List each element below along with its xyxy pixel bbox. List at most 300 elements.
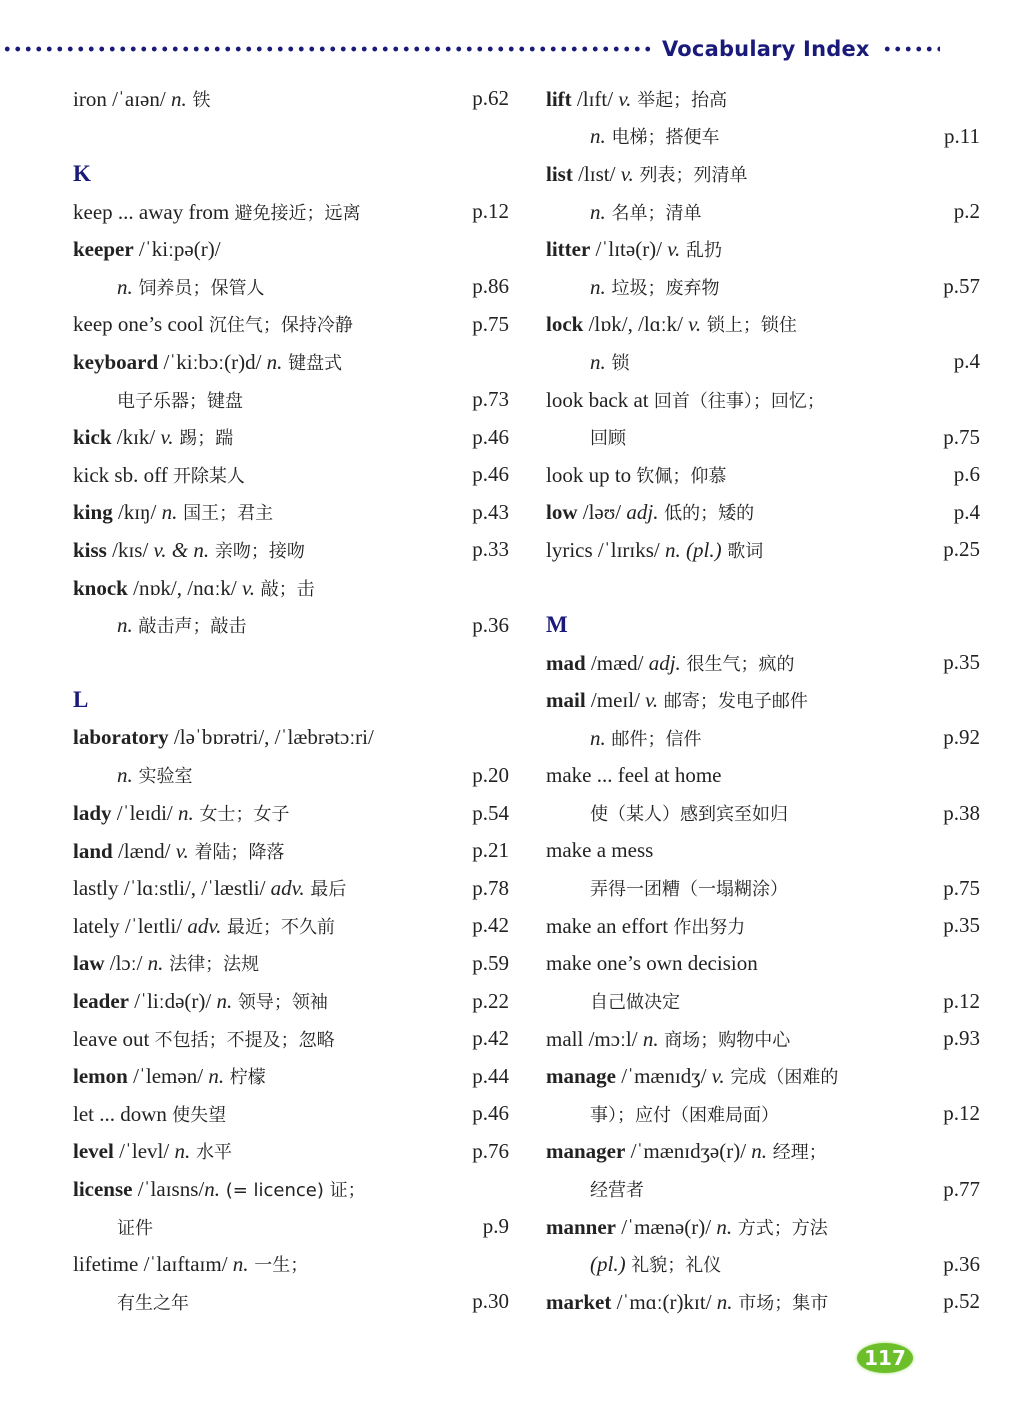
- entry-content: [73, 575, 509, 601]
- entry-continuation: [546, 193, 980, 231]
- part-of-speech: n.: [178, 801, 194, 826]
- entry-content: [546, 913, 980, 939]
- vocab-entry: [73, 531, 509, 569]
- page-reference: p.38: [943, 800, 980, 825]
- headword: land: [73, 838, 113, 863]
- part-of-speech: adj.: [626, 500, 659, 525]
- phonetic: /ˈkiːbɔː(r)d/: [158, 349, 267, 374]
- page-reference: p.73: [472, 387, 509, 412]
- entry-content: [546, 988, 980, 1014]
- headword: keep one’s cool: [73, 312, 204, 337]
- phonetic: /lɪft/: [571, 86, 619, 111]
- chinese-definition: 电梯；搭便车: [605, 127, 720, 149]
- chinese-definition: 乱扔: [680, 240, 723, 262]
- chinese-definition: 水平: [190, 1142, 232, 1164]
- entry-content: [73, 1214, 509, 1240]
- page-reference: p.22: [472, 988, 509, 1013]
- page-reference: p.21: [472, 838, 509, 863]
- page-reference: p.42: [472, 1026, 509, 1051]
- part-of-speech: v.: [711, 1064, 725, 1089]
- entry-continuation: [546, 1245, 980, 1283]
- page-reference: p.75: [943, 424, 980, 449]
- part-of-speech: n. (pl.): [665, 537, 722, 562]
- part-of-speech: n.: [174, 1139, 191, 1164]
- part-of-speech: v.: [645, 688, 659, 713]
- page-reference: p.57: [943, 274, 980, 299]
- page-reference: p.2: [953, 199, 980, 224]
- chinese-definition: 有生之年: [117, 1292, 189, 1314]
- page-reference: p.59: [472, 950, 509, 975]
- chinese-definition: 铁: [186, 89, 211, 111]
- vocab-entry: [546, 907, 980, 945]
- chinese-definition: 使（某人）感到宾至如归: [590, 804, 788, 826]
- entry-content: [546, 311, 980, 337]
- entry-content: [73, 349, 509, 375]
- headword: keep ... away from: [73, 199, 230, 224]
- headword: lock: [546, 312, 584, 337]
- headword: lift: [546, 86, 572, 111]
- headword: litter: [546, 237, 591, 262]
- part-of-speech: v.: [175, 838, 189, 863]
- chinese-definition: 国王；君主: [177, 503, 274, 525]
- headword: mail: [546, 688, 586, 713]
- entry-content: [546, 349, 980, 375]
- part-of-speech: (pl.): [590, 1252, 626, 1277]
- entry-content: [546, 123, 980, 149]
- phonetic: /meɪl/: [585, 688, 646, 713]
- chinese-definition: 邮件；信件: [605, 728, 702, 750]
- entry-continuation: [73, 606, 509, 644]
- entry-continuation: [73, 1283, 509, 1321]
- vocab-entry: [73, 230, 509, 268]
- entry-content: [73, 1251, 509, 1277]
- page-reference: p.9: [482, 1214, 509, 1239]
- phonetic: /kɪk/: [111, 425, 161, 450]
- chinese-definition: 经营者: [590, 1180, 644, 1202]
- part-of-speech: n.: [216, 989, 233, 1014]
- section-letter-row: [73, 682, 509, 720]
- part-of-speech: v.: [618, 86, 632, 111]
- headword: lady: [73, 801, 112, 826]
- phonetic: /ləʊ/: [577, 500, 627, 525]
- headword: manager: [546, 1139, 626, 1164]
- chinese-definition: 歌词: [721, 540, 764, 562]
- chinese-definition: 最后: [304, 879, 347, 901]
- entry-content: [546, 499, 980, 525]
- chinese-definition: 女士；女子: [193, 804, 290, 826]
- phonetic: /ˈlɑːstli/, /ˈlæstli/: [118, 876, 271, 901]
- headword: level: [73, 1139, 114, 1164]
- section-letter-row: [73, 155, 509, 193]
- entry-content: [73, 462, 509, 488]
- chinese-definition: 踢；踹: [173, 428, 234, 450]
- page-reference: p.86: [472, 274, 509, 299]
- section-letter: L: [73, 687, 89, 713]
- entry-content: [73, 499, 509, 525]
- phonetic: /ˈlemən/: [127, 1064, 209, 1089]
- page-reference: p.46: [472, 1101, 509, 1126]
- chinese-definition: 证件: [117, 1217, 153, 1239]
- chinese-definition: 完成（困难的: [724, 1067, 839, 1089]
- part-of-speech: n.: [590, 725, 606, 750]
- entry-content: [546, 1063, 980, 1089]
- phonetic: /ˈkiːpə(r)/: [133, 236, 221, 261]
- headword: manage: [546, 1064, 616, 1089]
- phonetic: /ˈleɪtli/: [119, 913, 188, 938]
- entry-content: [546, 161, 980, 187]
- vocab-entry: [546, 682, 980, 720]
- chinese-definition: 柠檬: [224, 1067, 266, 1089]
- chinese-definition: 方式；方法: [732, 1217, 828, 1239]
- page-reference: p.42: [472, 913, 509, 938]
- vocab-entry: [73, 1057, 509, 1095]
- headword: manner: [546, 1214, 616, 1239]
- phonetic: /ˈleɪdi/: [111, 801, 179, 826]
- vocab-entry: [546, 306, 980, 344]
- entry-content: [73, 237, 509, 262]
- entry-content: [73, 1026, 509, 1052]
- page-reference: p.4: [953, 499, 980, 524]
- entry-content: [546, 951, 980, 976]
- part-of-speech: adv.: [270, 876, 305, 901]
- phonetic: /ləˈbɒrətri/, /ˈlæbrətɔːri/: [168, 725, 374, 750]
- headword: keeper: [73, 236, 134, 261]
- page-reference: p.43: [472, 499, 509, 524]
- phonetic: /nɒk/, /nɑːk/: [127, 575, 242, 600]
- phonetic: /ˈlaɪsns/: [132, 1177, 205, 1202]
- chinese-definition: 回首（往事）；回忆；: [653, 390, 825, 412]
- headword: license: [73, 1177, 133, 1202]
- chinese-definition: 法律；法规: [163, 954, 260, 976]
- chinese-definition: 着陆；降落: [188, 841, 285, 863]
- phonetic: /mæd/: [585, 650, 649, 675]
- vocab-entry: [73, 907, 509, 945]
- vocab-entry: [546, 80, 980, 118]
- page-reference: p.35: [943, 913, 980, 938]
- entry-content: [546, 838, 980, 863]
- headword: low: [546, 500, 578, 525]
- chinese-definition: 名单；清单: [605, 202, 702, 224]
- chinese-definition: 商场；购物中心: [658, 1029, 791, 1051]
- part-of-speech: adj.: [648, 650, 681, 675]
- entry-content: [546, 725, 980, 751]
- chinese-definition: 使失望: [172, 1104, 227, 1126]
- headword: make an effort: [546, 913, 669, 938]
- phonetic: /ˈmænɪdʒ/: [616, 1064, 712, 1089]
- chinese-definition: 锁: [605, 352, 630, 374]
- page-reference: p.75: [943, 875, 980, 900]
- entry-content: [73, 1289, 509, 1315]
- headword: law: [73, 951, 105, 976]
- entry-continuation: [73, 757, 509, 795]
- entry-content: [546, 800, 980, 826]
- chinese-definition: 沉住气；保持冷静: [208, 315, 353, 337]
- chinese-definition: 敲；击: [255, 578, 315, 600]
- headword: kiss: [73, 537, 107, 562]
- page-reference: p.12: [472, 199, 509, 224]
- page-reference: p.25: [943, 537, 980, 562]
- headword: mad: [546, 650, 586, 675]
- headword: lastly: [73, 876, 119, 901]
- part-of-speech: n.: [590, 199, 606, 224]
- left-column: [73, 80, 509, 1321]
- entry-content: [73, 387, 509, 413]
- chinese-definition: 开除某人: [172, 465, 245, 487]
- entry-content: [546, 650, 980, 676]
- entry-content: [73, 913, 509, 939]
- part-of-speech: n.: [716, 1289, 733, 1314]
- phonetic: /ˈmænɪdʒə(r)/: [625, 1139, 752, 1164]
- page-reference: p.44: [472, 1063, 509, 1088]
- entry-content: [546, 1214, 980, 1240]
- page-reference: p.33: [472, 537, 509, 562]
- chinese-definition: 键盘式: [282, 352, 343, 374]
- page-reference: p.62: [472, 86, 509, 111]
- vocab-entry: [73, 982, 509, 1020]
- dotted-rule-right: [882, 46, 940, 52]
- right-column: [546, 80, 980, 1321]
- entry-content: [546, 236, 980, 262]
- vocab-entry: [546, 494, 980, 532]
- part-of-speech: n.: [117, 274, 133, 299]
- page-reference: p.92: [943, 725, 980, 750]
- headword: look up to: [546, 462, 632, 487]
- chinese-definition: 列表；列清单: [633, 164, 748, 186]
- vocab-entry: [73, 869, 509, 907]
- part-of-speech: v.: [160, 425, 174, 450]
- entry-continuation: [546, 794, 980, 832]
- chinese-definition: 低的；矮的: [658, 503, 755, 525]
- part-of-speech: n.: [266, 349, 283, 374]
- chinese-definition: 回顾: [590, 428, 626, 450]
- chinese-definition: 实验室: [132, 766, 193, 788]
- headword: kick sb. off: [73, 462, 168, 487]
- page-reference: p.76: [472, 1138, 509, 1163]
- entry-content: [546, 1251, 980, 1277]
- entry-content: [546, 1138, 980, 1164]
- phonetic: /kɪŋ/: [112, 500, 162, 525]
- headword: laboratory: [73, 725, 169, 750]
- entry-content: [73, 762, 509, 788]
- vocab-entry: [546, 381, 980, 419]
- vocab-entry: [73, 832, 509, 870]
- part-of-speech: n.: [204, 1177, 220, 1202]
- entry-content: [73, 800, 509, 826]
- phonetic: /ˈlɪrɪks/: [592, 537, 665, 562]
- page-reference: p.35: [943, 650, 980, 675]
- entry-content: [73, 950, 509, 976]
- headword: kick: [73, 425, 112, 450]
- chinese-definition: 很生气；疯的: [680, 653, 795, 675]
- headword: leader: [73, 989, 129, 1014]
- page-number-badge: 117: [857, 1343, 913, 1373]
- entry-continuation: [546, 1170, 980, 1208]
- chinese-definition: 弄得一团糟（一塌糊涂）: [590, 879, 788, 901]
- chinese-definition: 饲养员；保管人: [132, 277, 265, 299]
- part-of-speech: n.: [232, 1252, 249, 1277]
- part-of-speech: n.: [716, 1214, 733, 1239]
- headword: knock: [73, 575, 128, 600]
- vocab-entry: [73, 1133, 509, 1171]
- vocab-entry: [73, 569, 509, 607]
- vocab-entry: [73, 794, 509, 832]
- page-reference: p.4: [953, 349, 980, 374]
- headword: king: [73, 500, 113, 525]
- phonetic: /lɪst/: [572, 161, 621, 186]
- vocab-entry: [73, 1170, 509, 1208]
- vocab-entry: [546, 1133, 980, 1171]
- chinese-definition: 最近；不久前: [221, 916, 336, 938]
- page-reference: p.20: [472, 762, 509, 787]
- chinese-definition: 经理；: [767, 1142, 827, 1164]
- page-reference: p.78: [472, 875, 509, 900]
- entry-content: [73, 1176, 509, 1202]
- page-reference: p.12: [943, 1101, 980, 1126]
- page-reference: p.30: [472, 1289, 509, 1314]
- headword: make one’s own decision: [546, 950, 758, 975]
- vocab-entry: [73, 1245, 509, 1283]
- entry-continuation: [546, 418, 980, 456]
- part-of-speech: n.: [170, 86, 187, 111]
- vocab-entry: [73, 343, 509, 381]
- part-of-speech: n.: [147, 951, 164, 976]
- chinese-definition: 敲击声；敲击: [132, 616, 247, 638]
- phonetic: /ˈlaɪftaɪm/: [138, 1252, 233, 1277]
- part-of-speech: n.: [208, 1064, 225, 1089]
- entry-continuation: [546, 1095, 980, 1133]
- headword: let ... down: [73, 1101, 167, 1126]
- headword: lyrics: [546, 537, 593, 562]
- vocab-entry: [73, 456, 509, 494]
- page-reference: p.6: [953, 462, 980, 487]
- entry-content: [546, 537, 980, 563]
- entry-content: [546, 1026, 980, 1052]
- section-letter: M: [546, 612, 568, 638]
- entry-content: [73, 1101, 509, 1127]
- part-of-speech: n.: [117, 763, 133, 788]
- part-of-speech: n.: [590, 124, 606, 149]
- page-reference: p.36: [472, 612, 509, 637]
- chinese-definition: 锁上；锁住: [701, 315, 797, 337]
- headword: look back at: [546, 387, 649, 412]
- chinese-definition: 一生；: [248, 1255, 309, 1277]
- phonetic: /lænd/: [112, 838, 176, 863]
- entry-continuation: [546, 982, 980, 1020]
- chinese-definition: 领导；领袖: [232, 992, 328, 1014]
- entry-content: [73, 838, 509, 864]
- vocab-entry: [73, 945, 509, 983]
- phonetic: /ˈliːdə(r)/: [128, 989, 217, 1014]
- chinese-definition: 事）；应付（困难局面）: [590, 1104, 779, 1126]
- vocab-entry: [546, 1020, 980, 1058]
- chinese-definition: 避免接近；远离: [234, 202, 361, 224]
- part-of-speech: n.: [590, 349, 606, 374]
- entry-content: [73, 274, 509, 300]
- part-of-speech: v.: [667, 237, 681, 262]
- page-reference: p.46: [472, 462, 509, 487]
- entry-content: [73, 424, 509, 450]
- part-of-speech: v. & n.: [153, 537, 210, 562]
- part-of-speech: n.: [117, 613, 133, 638]
- headword: iron: [73, 86, 107, 111]
- chinese-definition: 自己做决定: [590, 992, 680, 1014]
- entry-content: [546, 462, 980, 488]
- page-reference: p.12: [943, 988, 980, 1013]
- entry-content: [546, 875, 980, 901]
- phonetic: /lɒk/, /lɑːk/: [583, 312, 689, 337]
- vocab-entry: [73, 80, 509, 118]
- phonetic: /ˈaɪən/: [106, 86, 171, 111]
- headword: lifetime: [73, 1252, 139, 1277]
- entry-continuation: [546, 869, 980, 907]
- entry-content: [546, 1101, 980, 1127]
- vocab-entry: [546, 456, 980, 494]
- chinese-definition: 不包括；不提及；忽略: [154, 1029, 335, 1051]
- entry-content: [546, 687, 980, 713]
- entry-content: [546, 763, 980, 788]
- entry-continuation: [546, 268, 980, 306]
- phonetic: /ˈmɑː(r)kɪt/: [611, 1289, 717, 1314]
- part-of-speech: n.: [642, 1026, 659, 1051]
- entry-content: [546, 387, 980, 413]
- phonetic: /ˈmænə(r)/: [616, 1214, 717, 1239]
- vocab-entry: [546, 832, 980, 870]
- part-of-speech: v.: [242, 575, 256, 600]
- phonetic: /ˈlɪtə(r)/: [590, 237, 668, 262]
- page-reference: p.77: [943, 1176, 980, 1201]
- chinese-definition: 作出努力: [673, 916, 746, 938]
- page-reference: p.11: [944, 123, 980, 148]
- part-of-speech: adv.: [187, 913, 222, 938]
- dotted-rule-left: [2, 46, 652, 52]
- phonetic: /kɪs/: [106, 537, 154, 562]
- entry-content: [73, 612, 509, 638]
- vocab-entry: [546, 1283, 980, 1321]
- vocab-entry: [546, 1057, 980, 1095]
- chinese-definition: 礼貌；礼仪: [625, 1255, 722, 1277]
- phonetic: /ˈlevl/: [113, 1139, 175, 1164]
- headword: lately: [73, 913, 120, 938]
- entry-content: [73, 1138, 509, 1164]
- chinese-definition: 邮寄；发电子邮件: [658, 691, 808, 713]
- chinese-definition: 市场；集市: [732, 1292, 829, 1314]
- page-header: [0, 36, 960, 62]
- chinese-definition: 钦佩；仰慕: [636, 465, 727, 487]
- spacer: [546, 569, 980, 607]
- chinese-definition: 亲吻；接吻: [209, 540, 305, 562]
- entry-content: [546, 424, 980, 450]
- entry-content: [73, 875, 509, 901]
- part-of-speech: v.: [620, 161, 634, 186]
- page-reference: p.36: [943, 1251, 980, 1276]
- section-letter-row: [546, 606, 980, 644]
- part-of-speech: n.: [751, 1139, 768, 1164]
- vocab-entry: [73, 306, 509, 344]
- vocab-entry: [73, 418, 509, 456]
- headword: lemon: [73, 1064, 128, 1089]
- page-reference: p.93: [943, 1026, 980, 1051]
- vocab-entry: [546, 945, 980, 983]
- vocab-entry: [73, 719, 509, 757]
- chinese-definition: 垃圾；废弃物: [605, 277, 720, 299]
- vocab-entry: [73, 1095, 509, 1133]
- vocab-entry: [546, 155, 980, 193]
- entry-continuation: [73, 1208, 509, 1246]
- entry-content: [546, 86, 980, 112]
- spacer: [73, 644, 509, 682]
- entry-content: [546, 1176, 980, 1202]
- header-title: Vocabulary Index: [662, 37, 870, 61]
